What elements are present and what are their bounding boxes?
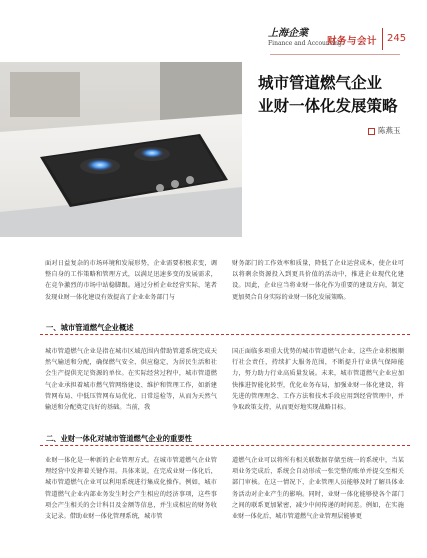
- section-2-paragraph-right: 道燃气企业可以将所有相关联数据存储至统一的系统中，当某项业务完成后，系统会自动形成一张完整的账单并提交至相关部门审核。在这一情况下，企业管理人员能够及时了解具体业务活动对企业产生的影响。同时，业财一体化能够使各个部门之间的联系更加紧密，减少中间传递的时间差。例如，在实施业财一体化后，城市管道燃气企业管理层能够更: [232, 457, 404, 521]
- section-2-rule: [40, 445, 410, 446]
- section-1-rule: [40, 334, 410, 335]
- article-title-block: [258, 72, 418, 118]
- section-2-title: 二、业财一体化对城市管道燃气企业的重要性: [46, 434, 192, 443]
- page-header: [0, 0, 427, 60]
- kitchen-stove-photo: [0, 62, 242, 237]
- intro-paragraph-left: 面对日益复杂的市场环境和发展形势，企业需要积极求变，调整自身的工作策略和管理方式，以满足迅速多变的发展需求，在竞争激烈的市场中站稳脚跟。通过分析企业经营实际，笔者发现业财一体化建设有效提高了企业业务部门与: [45, 260, 217, 301]
- article-title-line2: 业财一体化发展策略: [258, 97, 398, 115]
- intro-paragraph-right: 财务部门的工作效率和质量，降低了企业运营成本，使企业可以将剩余资源投入到更具价值的活动中，推进企业现代化建设。因此，企业应当将业财一体化作为重要的建设方向，制定更加契合自身实际的业财一体化发展策略。: [232, 260, 404, 301]
- magazine-logo: 上海企業: [268, 28, 308, 39]
- section-heading-1: [40, 322, 410, 335]
- magazine-logo-subtitle: Finance and Accounting: [268, 40, 342, 47]
- author-name: 陈燕玉: [378, 126, 401, 135]
- article-title-line1: 城市管道燃气企业: [258, 74, 383, 92]
- section-1-title: 一、城市管道燃气企业概述: [46, 323, 134, 332]
- section-1-paragraph-left: 城市管道燃气企业是指在城市区域范围内借助管道系统完成天然气输送和分配，确保燃气安全、供应稳定，为居民生活和社会生产提供充足资源的单位。在实际经营过程中，城市管道燃气企业承担着城市燃气管网络建设、维护和管理工作，如新建管网布局、中低压管网布局优化、日常巡检等，从而为天然气输送和分配奠定良好的基础。当前，我: [45, 348, 217, 412]
- page-number: 245: [387, 33, 407, 44]
- header-rule: [270, 54, 400, 55]
- section-label: 财务与会计: [327, 36, 378, 47]
- author-marker-icon: [368, 128, 375, 135]
- section-2-paragraph-left: 业财一体化是一种新的企业管理方式。在城市管道燃气企业管理经营中发挥着关键作用。具体来说，在完成业财一体化后，城市管道燃气企业可以利用系统进行集成化操作。例如，城市管道燃气企业内部业务发生时会产生相应的经济事项，这些事项会产生相关的会计科目及金额等信息，并生成相应的财务收支记录。借助业财一体化管理系统，城市管: [45, 457, 217, 521]
- header-divider: [382, 28, 383, 50]
- section-1-paragraph-right: 国正面临多项重大优势的城市管道燃气企业，这些企业积极顺行社会责任，持续扩大服务范围，不断提升行业供气保障能力，努力助力行业高质量发展。未来，城市管道燃气企业应加快推进智能化转型，优化业务布局，加强业财一体化建设，将先进的管理理念、工作方法和技术手段应用到经营管理中，并争取政策支持，从而更好地实现战略目标。: [232, 348, 404, 412]
- author-byline: [368, 125, 401, 136]
- section-heading-2: [40, 433, 410, 446]
